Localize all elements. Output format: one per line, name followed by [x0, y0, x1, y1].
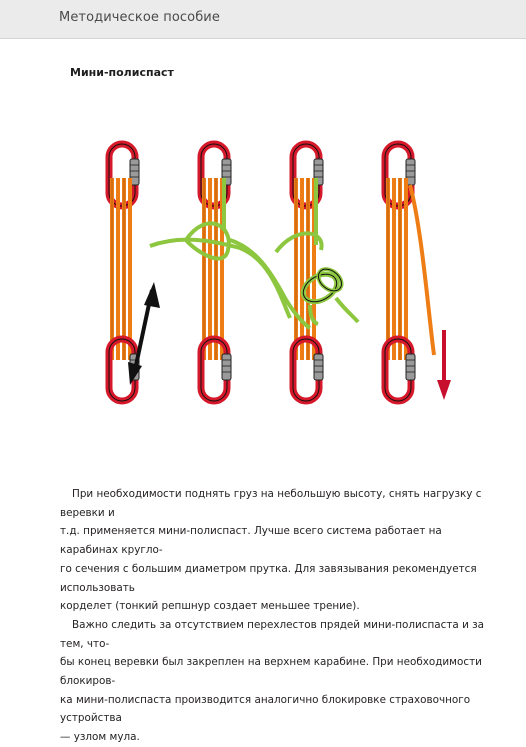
up-down-arrow — [128, 282, 160, 385]
carabiner-pair-4 — [385, 144, 434, 401]
paragraph-1-line-3: го сечения с большим диаметром прутка. Для завязывания рекомендуется использовать — [60, 562, 477, 594]
down-arrow — [437, 330, 451, 400]
paragraph-1-line-1: При необходимости поднять груз на небольшую высоту, снять нагрузку с веревки и — [60, 488, 482, 519]
page-header — [0, 0, 526, 39]
carabiner-pair-2 — [186, 144, 231, 401]
paragraph-2-line-3: ка мини-полиспаста производится аналогично блокировке страховочного устройства — [60, 693, 471, 725]
paragraph-1 — [60, 485, 500, 616]
paragraph-1-line-4: корделет (тонкий репшнур создает меньшее трение). — [60, 600, 360, 613]
mini-pulley-illustration — [80, 130, 480, 420]
body-text — [60, 485, 500, 747]
paragraph-2-line-4: — узлом мула. — [60, 731, 140, 744]
carabiner-pair-3 — [276, 144, 323, 401]
paragraph-2-line-1: Важно следить за отсутствием перехлестов прядей мини-полиспаста и за тем, что- — [60, 618, 485, 650]
carabiner-pair-1 — [109, 144, 139, 401]
paragraph-2-line-2: бы конец веревки был закреплен на верхнем карабине. При необходимости блокиров- — [60, 656, 482, 688]
paragraph-2 — [60, 616, 500, 747]
section-title: Мини-полиспаст — [70, 66, 174, 79]
paragraph-1-line-2: т.д. применяется мини-полиспаст. Лучше всего система работает на карабинах кругло- — [60, 525, 442, 557]
header-title: Методическое пособие — [59, 10, 220, 25]
